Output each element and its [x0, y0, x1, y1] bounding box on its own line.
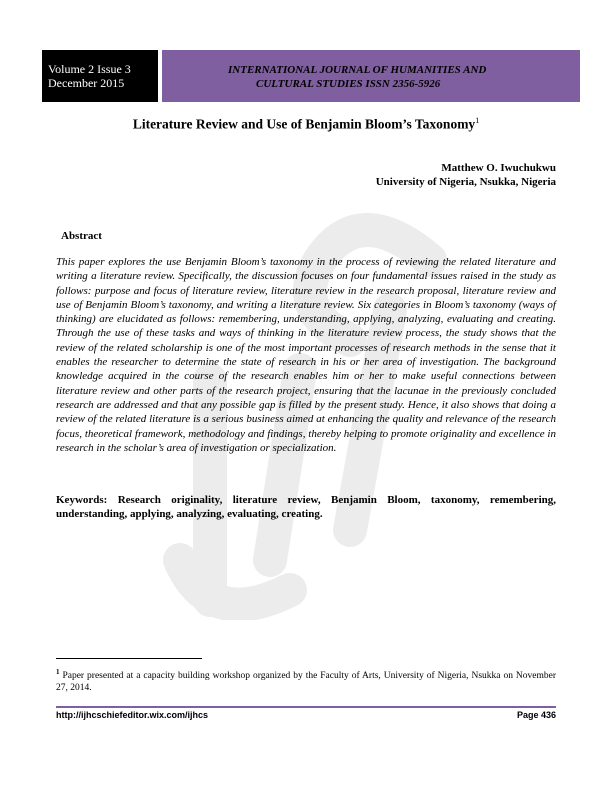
footnote-mark: 1 [56, 668, 60, 676]
author-affiliation: University of Nigeria, Nsukka, Nigeria [375, 176, 556, 188]
paper-title-text: Literature Review and Use of Benjamin Bloom’s Taxonomy [132, 116, 476, 132]
volume-issue: Volume 2 Issue 3 [48, 62, 131, 76]
author-block [376, 161, 556, 189]
footnote-text: Paper presented at a capacity building workshop organized by the Faculty of Arts, University of Nigeria, Nsukka on November 27, 2014. [56, 671, 556, 694]
footnote-divider [56, 658, 202, 659]
footer-url[interactable]: http://ijhcschiefeditor.wix.com/ijhcs [56, 710, 209, 720]
journal-title-line1: INTERNATIONAL JOURNAL OF HUMANITIES AND [228, 64, 487, 76]
abstract-heading: Abstract [61, 230, 102, 242]
journal-title-line2: CULTURAL STUDIES ISSN 2356-5926 [256, 78, 441, 90]
author-name: Matthew O. Iwuchukwu [441, 162, 556, 174]
keywords: Keywords: Research originality, literature review, Benjamin Bloom, taxonomy, remembering, understanding, applying, analyzing, evaluating, creating. [56, 494, 556, 520]
footnote [56, 666, 556, 694]
page-number: Page 436 [516, 710, 556, 720]
volume-issue-box [42, 50, 158, 102]
journal-title-box [162, 50, 580, 102]
issue-date: December 2015 [48, 76, 125, 90]
title-footnote-mark[interactable]: 1 [475, 116, 480, 125]
footer-rule [56, 706, 556, 708]
abstract-body: This paper explores the use Benjamin Bloom’s taxonomy in the process of reviewing the related literature and writing a literature review. Specifically, the discussion focuses on four fundamental issues raised in the study as follows: purpose and focus of literature review, literature review in the research proposal, literature review and use of Benjamin Bloom’s taxonomy, and writing a literature review. Six categories in Bloom’s taxonomy (ways of thinking) are elucidated as follows: remembering, understanding, applying, analyzing, evaluating and creating. Through the use of these tasks and ways of thinking in the literature review process, the study shows that the review of the related scholarship is one of the most important processes of research methods in the sense that it enables the researcher to determine the state of research in his or her area of investigation. The background knowledge acquired in the course of the research enables him or her to make useful connections between literature review and other parts of the research project, ensuring that the lacunae in the previously concluded research are addressed and that any possible gap is filled by the present study. Hence, it also shows that doing a review of the related literature is a serious business aimed at enhancing the quality and relevance of the research focus, theoretical framework, methodology and findings, thereby helping to promote originality and excellence in research in the scholar’s area of investigation or specialization. [56, 256, 556, 454]
paper-title [0, 116, 612, 133]
